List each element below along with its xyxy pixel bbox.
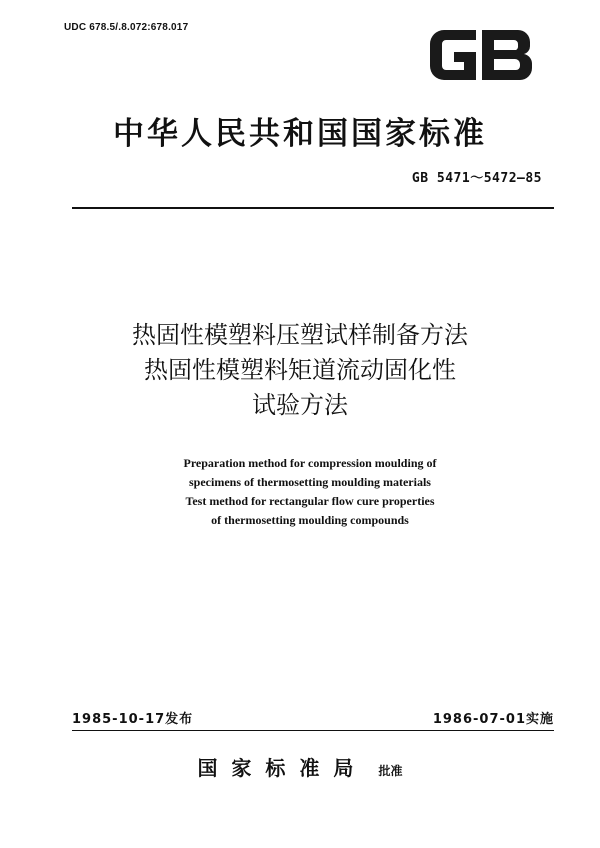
english-title-line-2: specimens of thermosetting moulding materials [189,475,431,489]
gb-logo [424,20,538,90]
issuer-approve: 批准 [378,764,403,778]
header-divider [72,207,554,209]
english-title-line-4: of thermosetting moulding compounds [211,513,409,527]
footer-divider [72,730,554,731]
chinese-title-line-3: 试验方法 [252,391,348,419]
organization-title: 中华人民共和国国家标准 [113,116,487,152]
english-title-line-1: Preparation method for compression moulding of [183,456,437,470]
issuer-name: 国家标准局 [197,756,368,780]
gb-logo-graphic [424,20,538,90]
udc-code: UDC 678.5/.8.072:678.017 [64,22,189,33]
issuer-block [0,752,600,781]
effective-date: 1986-07-01实施 [432,712,554,727]
chinese-title [0,318,600,423]
english-title-line-3: Test method for rectangular flow cure properties [185,494,435,508]
chinese-title-line-1: 热固性模塑料压塑试样制备方法 [132,321,468,349]
chinese-title-line-2: 热固性模塑料矩道流动固化性 [144,356,456,384]
issue-date: 1985-10-17发布 [72,712,194,727]
standard-number: GB 5471～5472—85 [411,171,542,186]
english-title [0,454,600,530]
